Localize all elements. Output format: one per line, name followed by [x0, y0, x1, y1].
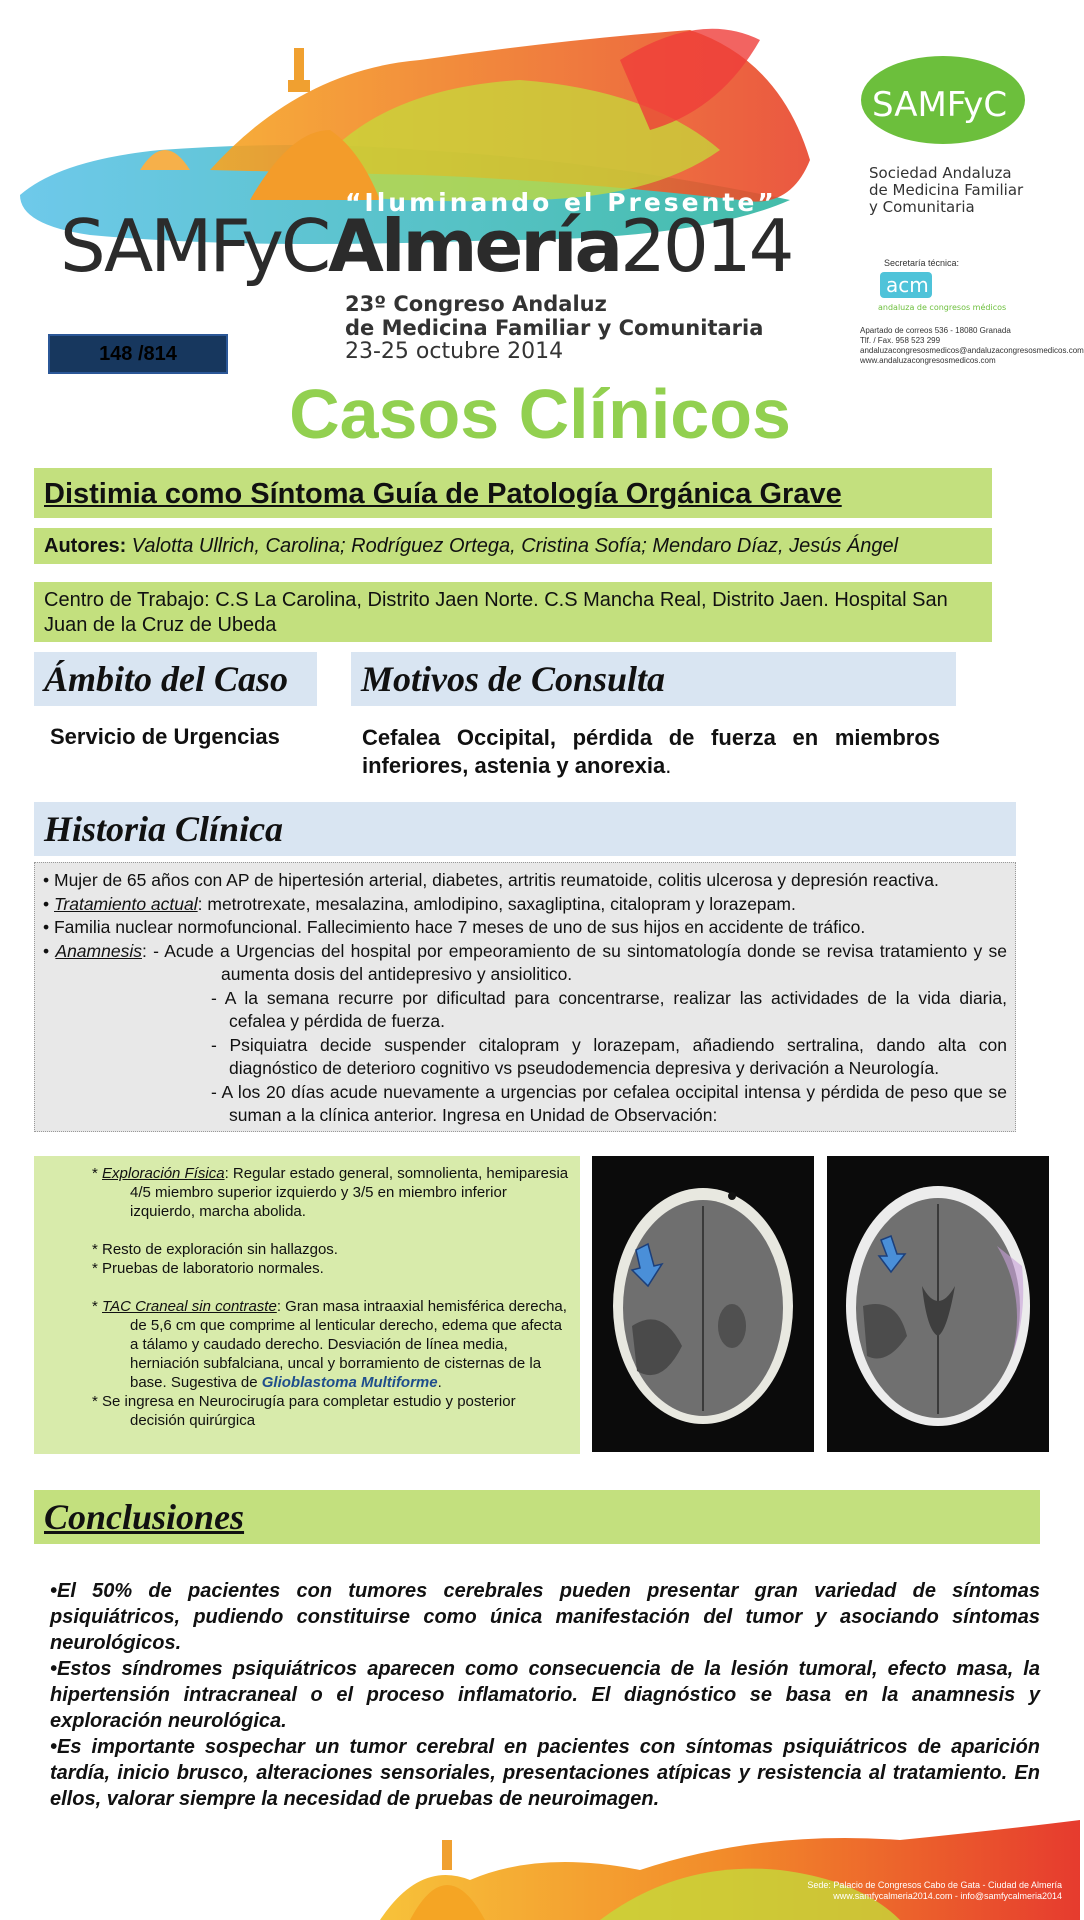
society-name: Sociedad Andaluza de Medicina Familiar y Comunitaria [869, 164, 1024, 216]
historia-line: • Mujer de 65 años con AP de hipertesión arterial, diabetes, artritis reumatoide, colitis ulcerosa y depresión reactiva. [43, 870, 939, 890]
poster-code-badge: 148 /814 [48, 334, 228, 374]
acm-logo [876, 270, 1007, 318]
authors-bar: Autores: Valotta Ullrich, Carolina; Rodríguez Ortega, Cristina Sofía; Mendaro Díaz, Jesús Ángel [34, 528, 992, 564]
ct-scan-image-2 [827, 1156, 1049, 1452]
historia-line: - Psiquiatra decide suspender citalopram y lorazepam, añadiendo sertralina, dando alta con diagnóstico de deterioro cognitivo vs pseudodemencia depresiva y derivación a Neurología. [211, 1034, 1007, 1078]
ambito-text: Servicio de Urgencias [50, 724, 280, 749]
svg-text:acm: acm [886, 273, 929, 297]
congress-slogan: “Iluminando el Presente” [345, 188, 777, 217]
historia-line: - A la semana recurre por dificultad para concentrarse, realizar las actividades de la vida diaria, cefalea y pérdida de fuerza. [211, 987, 1007, 1031]
secretaria-label: Secretaría técnica: [884, 258, 960, 268]
explo-item: * Exploración Física: Regular estado general, somnolienta, hemiparesia 4/5 miembro superior izquierdo y 3/5 en miembro inferior izquierdo, marcha abolida. [92, 1165, 569, 1220]
historia-box [34, 862, 1016, 1132]
explo-item: * Pruebas de laboratorio normales. [92, 1260, 324, 1277]
footer-artwork [0, 1820, 1080, 1920]
conclusion-item: •Estos síndromes psiquiátricos aparecen como consecuencia de la lesión tumoral, efecto masa, la hipertensión intracraneal o el proceso inflamatorio. El diagnóstico se basa en la anamnesis y exploración neurológica. [50, 1658, 1040, 1732]
case-title: Distimia como Síntoma Guía de Patología Orgánica Grave [34, 468, 992, 518]
historia-line: • Anamnesis: - Acude a Urgencias del hospital por empeoramiento de su sintomatología donde se revisa tratamiento y se aumenta dosis del antidepresivo y ansiolitico. [43, 940, 1007, 984]
historia-line: • Tratamiento actual: metrotrexate, mesalazina, amlodipino, saxagliptina, citalopram y lorazepam. [43, 893, 796, 914]
svg-text:andaluza de congresos médicos: andaluza de congresos médicos [878, 303, 1007, 312]
historia-line: • Familia nuclear normofuncional. Fallecimiento hace 7 meses de uno de sus hijos en accidente de tráfico. [43, 917, 866, 937]
main-title: Casos Clínicos [289, 375, 791, 453]
footer-info: Sede: Palacio de Congresos Cabo de Gata - Ciudad de Almería www.samfycalmeria2014.com - info@samfycalmeria2014 [807, 1880, 1062, 1901]
ambito-heading: Ámbito del Caso [34, 652, 317, 706]
congress-info: 23º Congreso Andaluz de Medicina Familiar y Comunitaria 23-25 octubre 2014 [345, 292, 764, 364]
exploracion-box [34, 1156, 580, 1454]
historia-heading: Historia Clínica [34, 802, 1016, 856]
explo-item: * Se ingresa en Neurocirugía para completar estudio y posterior decisión quirúrgica [92, 1393, 516, 1429]
motivos-heading: Motivos de Consulta [351, 652, 956, 706]
explo-item: * TAC Craneal sin contraste: Gran masa intraaxial hemisférica derecha, de 5,6 cm que comprime al lenticular derecho, edema que afecta a tálamo y caudado derecho. Desviación de línea media, herniación subfalciana, uncal y borramiento de cisternas de la base. Sugestiva de Glioblastoma Multiforme. [92, 1298, 567, 1391]
conclusiones-heading: Conclusiones [34, 1490, 1040, 1544]
conclusion-item: •Es importante sospechar un tumor cerebral en pacientes con síntomas psiquiátricos de aparición tardía, inicio brusco, alteraciones sensoriales, presentaciones atípicas y resistencia al tratamiento. En ellos, valorar siempre la necesidad de pruebas de neuroimagen. [50, 1736, 1040, 1810]
ct-scan-image-1 [592, 1156, 814, 1452]
historia-line: - A los 20 días acude nuevamente a urgencias por cefalea occipital intensa y pérdida de peso que se suman a la clínica anterior. Ingresa en Unidad de Observación: [211, 1081, 1007, 1125]
samfyc-logo [858, 52, 1028, 147]
contact-info: Apartado de correos 536 - 18080 Granada Tlf. / Fax. 958 523 299 andaluzacongresosmedicos@andaluzacongresosmedicos.com www.andaluzacongresosmedicos.com [860, 326, 1084, 365]
svg-text:SAMFyC: SAMFyC [872, 85, 1008, 125]
workplace-bar: Centro de Trabajo: C.S La Carolina, Distrito Jaen Norte. C.S Mancha Real, Distrito Jaen. Hospital San Juan de la Cruz de Ubeda [34, 582, 992, 642]
motivos-text: Cefalea Occipital, pérdida de fuerza en miembros inferiores, astenia y anorexia. [362, 725, 940, 778]
explo-item: * Resto de exploración sin hallazgos. [92, 1241, 338, 1258]
congress-brand: SAMFyCAlmería2014 [60, 204, 792, 288]
conclusion-item: •El 50% de pacientes con tumores cerebrales pueden presentar gran variedad de síntomas psiquiátricos, pudiendo constituirse como única manifestación del tumor y asociando síntomas neurológicos. [50, 1580, 1040, 1654]
conclusiones-text [50, 1578, 1040, 1812]
